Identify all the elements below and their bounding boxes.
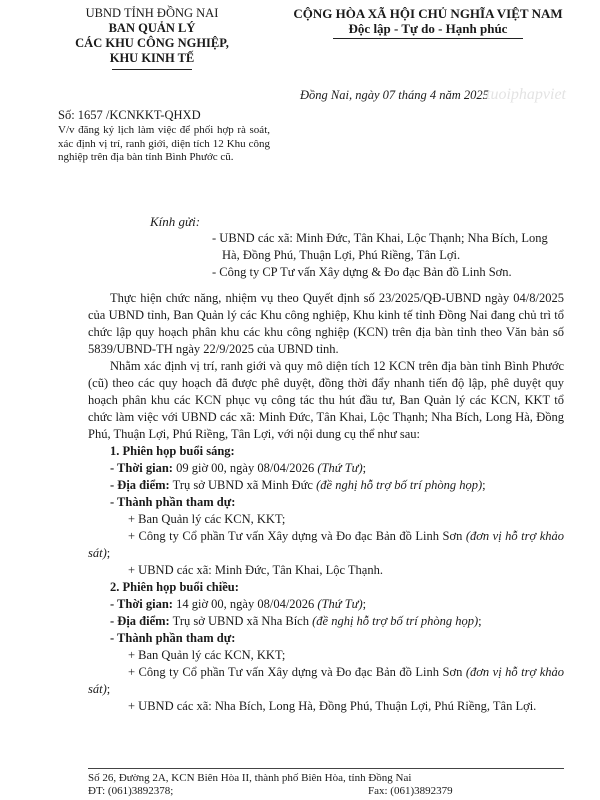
agency-name-line3: KHU KINH TẾ <box>109 51 195 65</box>
agency-name-line1: BAN QUẢN LÝ <box>108 21 196 35</box>
session-place: - Địa điểm: Trụ sở UBND xã Minh Đức (đề nghị hỗ trợ bố trí phòng họp); <box>110 478 486 492</box>
footer-phone: ĐT: (061)3892378; <box>88 785 174 797</box>
recipient-item: - Công ty CP Tư vấn Xây dựng & Đo đạc Bản đồ Linh Sơn. <box>212 265 512 279</box>
participant-text: + Công ty Cổ phần Tư vấn Xây dựng và Đo đạc Bản đồ Linh Sơn <box>128 529 466 543</box>
footer-fax: Fax: (061)3892379 <box>368 785 453 797</box>
session-time: - Thời gian: 09 giờ 00, ngày 08/04/2026 (Thứ Tư); <box>110 461 367 475</box>
participant-note: (đơn vị hỗ trợ khảo sát) <box>88 665 564 696</box>
document-subject: V/v đăng ký lịch làm việc để phối hợp rà soát, xác định vị trí, ranh giới, diện tích 12 Khu công nghiệp trên địa bàn tỉnh Bình Phước cũ. <box>58 124 270 163</box>
agency-underline <box>112 69 192 70</box>
participant-item: + Ban Quản lý các KCN, KKT; <box>128 512 286 526</box>
time-note: (Thứ Tư) <box>317 597 363 611</box>
motto-underline <box>333 38 523 39</box>
watermark: tuoiphapviet <box>486 86 566 103</box>
recipient-item: - UBND các xã: Minh Đức, Tân Khai, Lộc Thạnh; Nha Bích, Long Hà, Đồng Phú, Thuận Lợi, Phú Riềng, Tân Lợi. <box>212 231 548 262</box>
letter-body <box>88 290 564 715</box>
issue-date: Đồng Nai, ngày 07 tháng 4 năm 2025 <box>300 88 489 102</box>
time-value: 14 giờ 00, ngày 08/04/2026 <box>172 597 318 611</box>
country-name: CỘNG HÒA XÃ HỘI CHỦ NGHĨA VIỆT NAM <box>293 6 563 21</box>
document-number: Số: 1657 /KCNKKT-QHXD <box>58 108 201 122</box>
session-time: - Thời gian: 14 giờ 00, ngày 08/04/2026 (Thứ Tư); <box>110 597 367 611</box>
footer <box>88 772 564 798</box>
participant-item: + UBND các xã: Minh Đức, Tân Khai, Lộc Thạnh. <box>128 563 383 577</box>
place-value: Trụ sở UBND xã Minh Đức <box>169 478 317 492</box>
recipients-list <box>212 230 564 281</box>
salutation: Kính gửi: <box>150 214 201 229</box>
time-label: - Thời gian: <box>110 597 173 611</box>
participants-label: - Thành phần tham dự: <box>110 495 236 509</box>
session-title: 1. Phiên họp buổi sáng: <box>110 444 235 458</box>
session-title: 2. Phiên họp buổi chiều: <box>110 580 239 594</box>
place-label: - Địa điểm: <box>110 478 170 492</box>
motto: Độc lập - Tự do - Hạnh phúc <box>348 21 508 36</box>
time-value: 09 giờ 00, ngày 08/04/2026 <box>172 461 318 475</box>
participant-item: + Công ty Cổ phần Tư vấn Xây dựng và Đo đạc Bản đồ Linh Sơn (đơn vị hỗ trợ khảo sát); <box>88 529 564 560</box>
place-note: (đề nghị hỗ trợ bố trí phòng họp) <box>316 478 483 492</box>
footer-address: Số 26, Đường 2A, KCN Biên Hòa II, thành phố Biên Hòa, tỉnh Đồng Nai <box>88 772 412 784</box>
paragraph: Thực hiện chức năng, nhiệm vụ theo Quyết định số 23/2025/QĐ-UBND ngày 04/8/2025 của UBND tỉnh, Ban Quản lý các Khu công nghiệp, Khu kinh tế tỉnh Đồng Nai đang chủ trì tổ chức lập quy hoạch phân khu các khu công nghiệp (KCN) trên địa bàn tỉnh theo Văn bản số 5839/UBND-TH ngày 22/9/2025 của UBND tỉnh. <box>88 291 564 356</box>
paragraph: Nhằm xác định vị trí, ranh giới và quy mô diện tích 12 KCN trên địa bàn tỉnh Bình Phước (cũ) theo các quy hoạch đã được phê duyệt, đồng thời đẩy nhanh tiến độ lập, phê duyệt quy hoạch phân khu các KCN phục vụ công tác thu hút đầu tư, Ban Quản lý các KCN, KKT tổ chức làm việc với UBND các xã: Minh Đức, Tân Khai, Lộc Thạnh; Nha Bích, Long Hà, Đồng Phú, Thuận Lợi, Phú Riềng, Tân Lợi, với nội dung cụ thể như sau: <box>88 359 564 441</box>
participant-item: + Ban Quản lý các KCN, KKT; <box>128 648 286 662</box>
place-note: (đề nghị hỗ trợ bố trí phòng họp) <box>312 614 479 628</box>
footer-contacts <box>88 785 564 798</box>
participant-text: + Công ty Cổ phần Tư vấn Xây dựng và Đo đạc Bản đồ Linh Sơn <box>128 665 466 679</box>
participant-item: + Công ty Cổ phần Tư vấn Xây dựng và Đo đạc Bản đồ Linh Sơn (đơn vị hỗ trợ khảo sát); <box>88 665 564 696</box>
agency-name-line2: CÁC KHU CÔNG NGHIỆP, <box>75 36 229 50</box>
session-place: - Địa điểm: Trụ sở UBND xã Nha Bích (đề nghị hỗ trợ bố trí phòng họp); <box>110 614 482 628</box>
place-value: Trụ sở UBND xã Nha Bích <box>169 614 313 628</box>
province-committee: UBND TỈNH ĐỒNG NAI <box>85 6 219 20</box>
time-note: (Thứ Tư) <box>317 461 363 475</box>
issuing-agency-block <box>52 6 252 70</box>
footer-divider <box>88 768 564 769</box>
participants-label: - Thành phần tham dự: <box>110 631 236 645</box>
place-label: - Địa điểm: <box>110 614 170 628</box>
participant-item: + UBND các xã: Nha Bích, Long Hà, Đồng Phú, Thuận Lợi, Phú Riềng, Tân Lợi. <box>128 699 537 713</box>
time-label: - Thời gian: <box>110 461 173 475</box>
national-motto-block <box>268 6 588 39</box>
participant-note: (đơn vị hỗ trợ khảo sát) <box>88 529 564 560</box>
